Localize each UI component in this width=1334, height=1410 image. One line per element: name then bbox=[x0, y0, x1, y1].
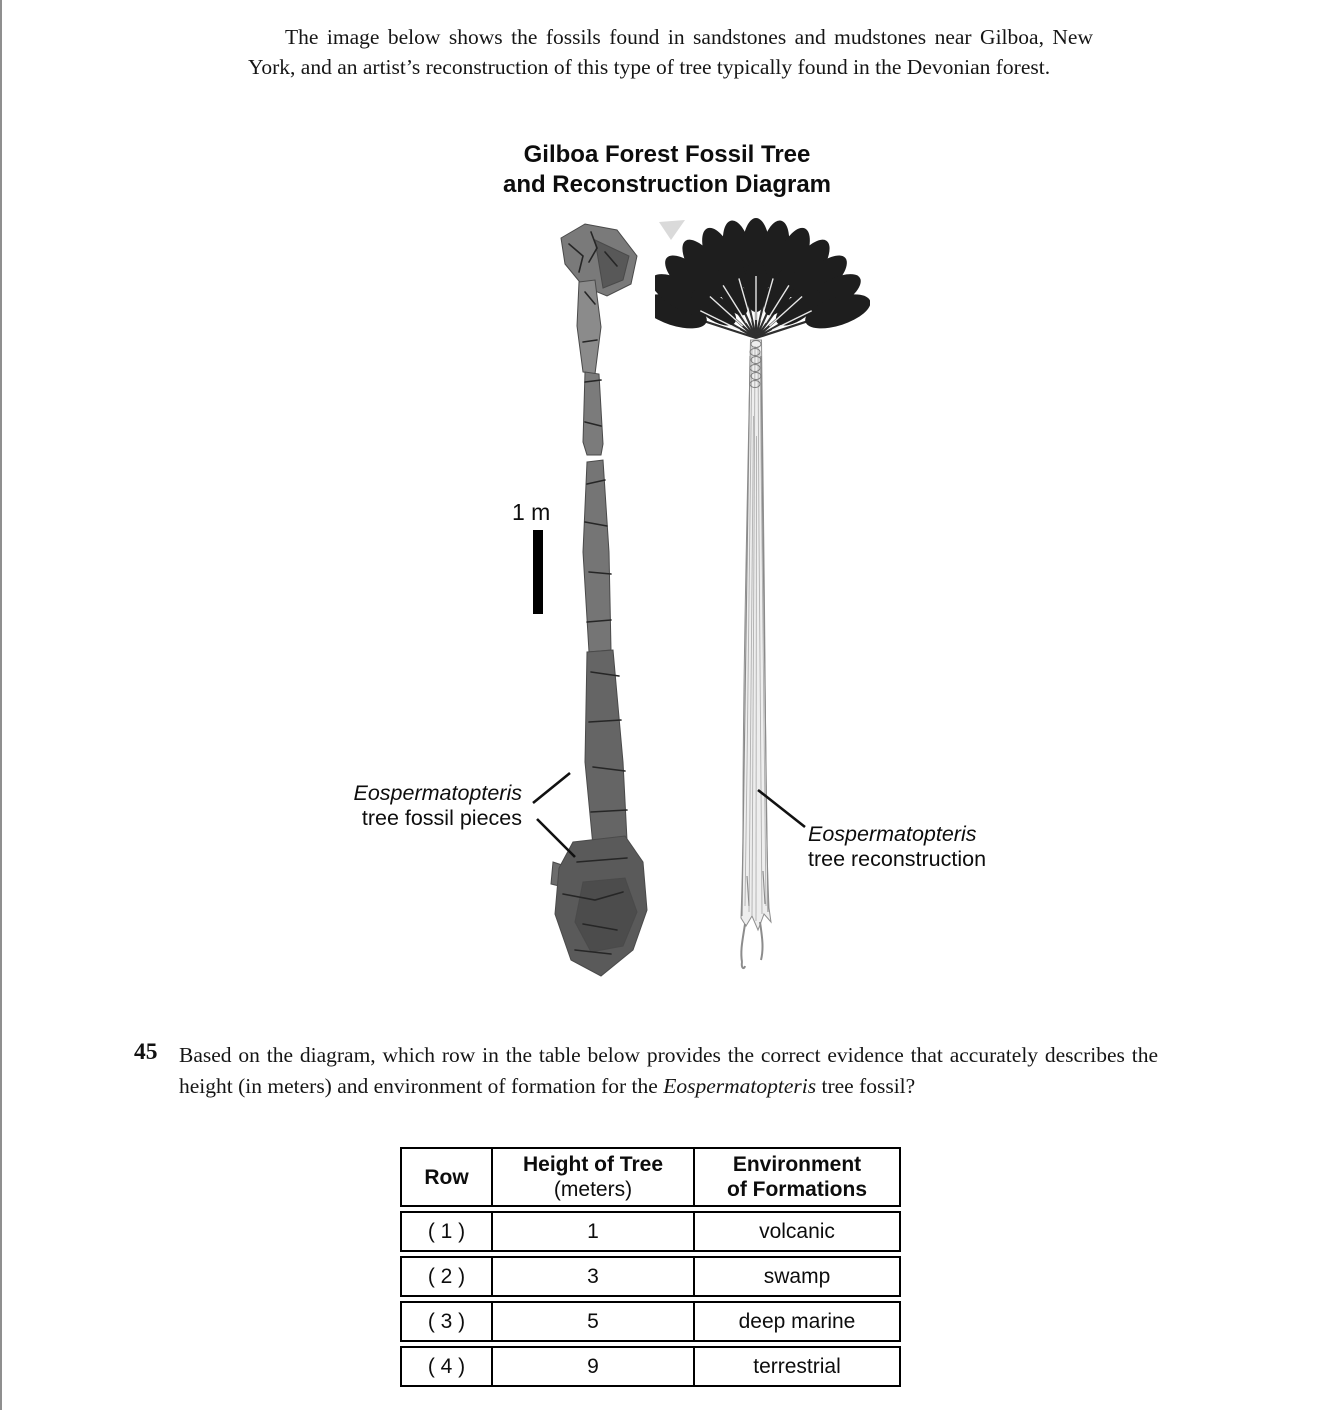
reconstruction-label bbox=[808, 822, 1028, 872]
row-1-environment: volcanic bbox=[693, 1211, 901, 1252]
row-3-height: 5 bbox=[491, 1301, 696, 1342]
header-height-line2: (meters) bbox=[553, 1178, 633, 1201]
row-4-height: 9 bbox=[491, 1346, 696, 1387]
row-2-label: ( 2 ) bbox=[400, 1256, 493, 1297]
row-3-label: ( 3 ) bbox=[400, 1301, 493, 1342]
row-3-environment: deep marine bbox=[693, 1301, 901, 1342]
header-row bbox=[400, 1147, 493, 1207]
table-row bbox=[400, 1301, 901, 1342]
header-height-line1: Height of Tree bbox=[522, 1153, 664, 1176]
question-species-name: Eospermatopteris bbox=[663, 1074, 817, 1098]
intro-paragraph: The image below shows the fossils found in sandstones and mudstones near Gilboa, New York, and an artist’s reconstruction of this type of tree typically found in the Devonian forest. bbox=[248, 25, 1093, 79]
reconstruction-label-species: Eospermatopteris bbox=[808, 822, 977, 846]
row-1-label: ( 1 ) bbox=[400, 1211, 493, 1252]
scale-label: 1 m bbox=[512, 499, 551, 525]
header-row-label: Row bbox=[424, 1165, 469, 1189]
header-height bbox=[491, 1147, 696, 1207]
scan-artifact bbox=[659, 220, 685, 240]
page-edge-line bbox=[0, 0, 2, 1410]
question-text bbox=[179, 1040, 1158, 1102]
answer-table bbox=[400, 1147, 901, 1391]
row-2-height: 3 bbox=[491, 1256, 696, 1297]
fossil-label bbox=[320, 781, 522, 831]
fossil-label-desc: tree fossil pieces bbox=[361, 806, 522, 830]
header-environment bbox=[693, 1147, 901, 1207]
table-row bbox=[400, 1346, 901, 1387]
row-4-label: ( 4 ) bbox=[400, 1346, 493, 1387]
table-header-row bbox=[400, 1147, 901, 1207]
header-env-line2: of Formations bbox=[727, 1178, 867, 1201]
question-text-after: tree fossil? bbox=[816, 1074, 916, 1098]
row-2-environment: swamp bbox=[693, 1256, 901, 1297]
root-strands bbox=[741, 922, 762, 968]
table-row bbox=[400, 1211, 901, 1252]
question-number: 45 bbox=[134, 1039, 158, 1065]
fossil-label-species: Eospermatopteris bbox=[353, 781, 522, 805]
diagram-title-line2: and Reconstruction Diagram bbox=[502, 171, 832, 198]
question-text-before: Based on the diagram, which row in the table below provides the correct evidence that accurately describes the height (in meters) and environment of formation for the bbox=[179, 1043, 1158, 1098]
diagram-title bbox=[0, 140, 1334, 200]
header-env-line1: Environment bbox=[732, 1153, 862, 1176]
diagram-title-line1: Gilboa Forest Fossil Tree bbox=[523, 141, 811, 168]
scale-bar bbox=[533, 530, 543, 614]
row-4-environment: terrestrial bbox=[693, 1346, 901, 1387]
reconstruction-label-desc: tree reconstruction bbox=[808, 847, 987, 871]
row-1-height: 1 bbox=[491, 1211, 696, 1252]
table-row bbox=[400, 1256, 901, 1297]
fossil-tree-illustration bbox=[525, 222, 665, 982]
